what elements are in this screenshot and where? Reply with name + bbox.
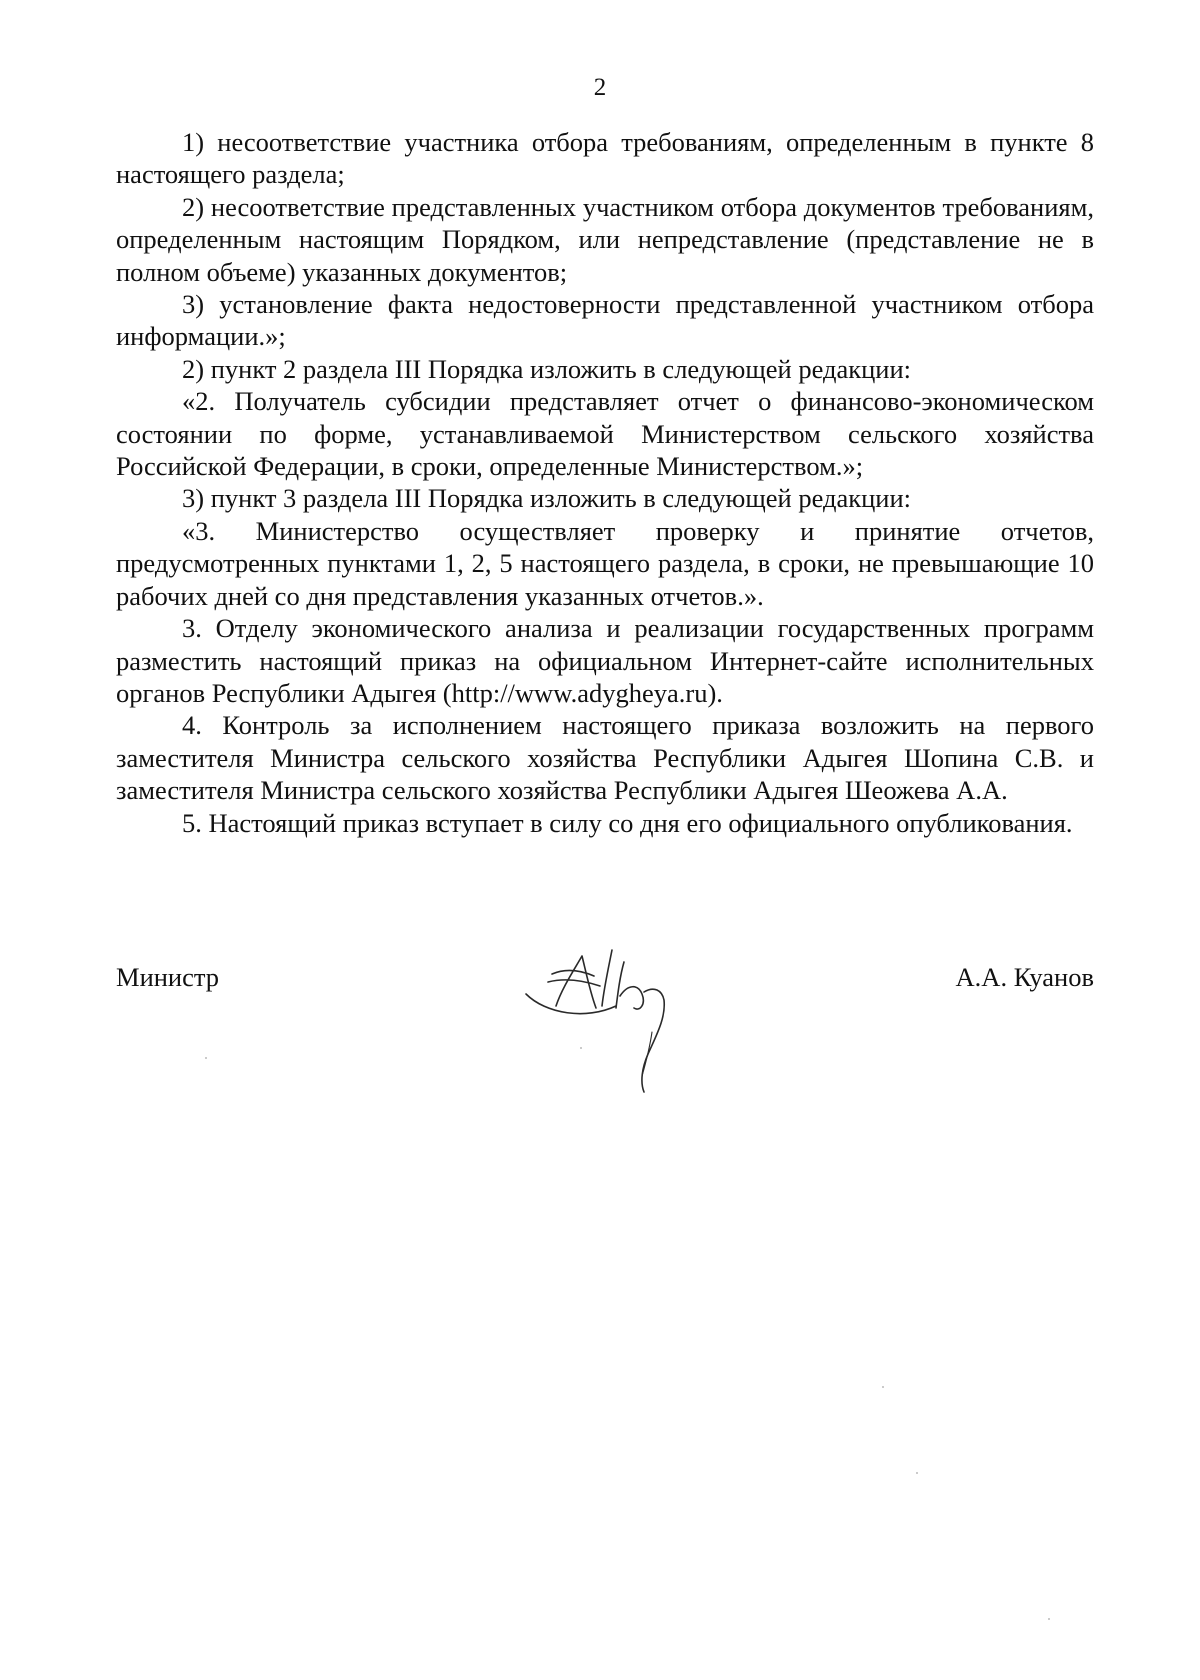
paragraph-amendment-2: 2) пункт 2 раздела III Порядка изложить в следующей редакции:: [182, 353, 912, 384]
scan-speck: [1048, 1618, 1050, 1620]
signatory-position: Министр: [116, 962, 220, 992]
scan-speck: [580, 1047, 582, 1049]
paragraph-item-1: 1) несоответствие участника отбора требованиям, определенным в пункте 8 настоящего раздела;: [116, 127, 1094, 190]
scan-speck: [205, 1057, 207, 1059]
paragraph-item-3: 3) установление факта недостоверности представленной участником отбора информации.»;: [116, 289, 1094, 352]
paragraph-amendment-2-text: «2. Получатель субсидии представляет отчет о финансово-экономическом состоянии по форме, устанавливаемой Министерством сельского хозяйства Российской Федерации, в сроки, определенные Министерством.»;: [116, 386, 1094, 482]
signatory-name: А.А. Куанов: [955, 962, 1094, 992]
paragraph-item-2: 2) несоответствие представленных участником отбора документов требованиям, определенным настоящим Порядком, или непредставление (представление не в полном объеме) указанных документов;: [116, 191, 1094, 287]
paragraph-clause-4: 4. Контроль за исполнением настоящего приказа возложить на первого заместителя Министра сельского хозяйства Республики Адыгея Шопина С.В. и заместителя Министра сельского хозяйства Республики Адыгея Шеожева А.А.: [116, 710, 1094, 806]
page-number: 2: [593, 74, 607, 101]
handwritten-signature: [516, 936, 716, 1096]
document-body: [116, 126, 1094, 839]
paragraph-amendment-3: 3) пункт 3 раздела III Порядка изложить в следующей редакции:: [182, 483, 912, 514]
paragraph-clause-3: 3. Отделу экономического анализа и реализации государственных программ разместить настоящий приказ на официальном Интернет-сайте исполнительных органов Республики Адыгея (http://www.adygheya.ru).: [116, 613, 1094, 708]
paragraph-clause-5: 5. Настоящий приказ вступает в силу со дня его официального опубликования.: [182, 807, 1073, 838]
paragraph-amendment-3-text: «3. Министерство осуществляет проверку и принятие отчетов, предусмотренных пунктами 1, 2, 5 настоящего раздела, в сроки, не превышающие 10 рабочих дней со дня представления указанных отчетов.».: [116, 515, 1094, 611]
scan-speck: [882, 1386, 884, 1388]
scan-speck: [916, 1472, 918, 1474]
signature-block: [116, 960, 1094, 1100]
